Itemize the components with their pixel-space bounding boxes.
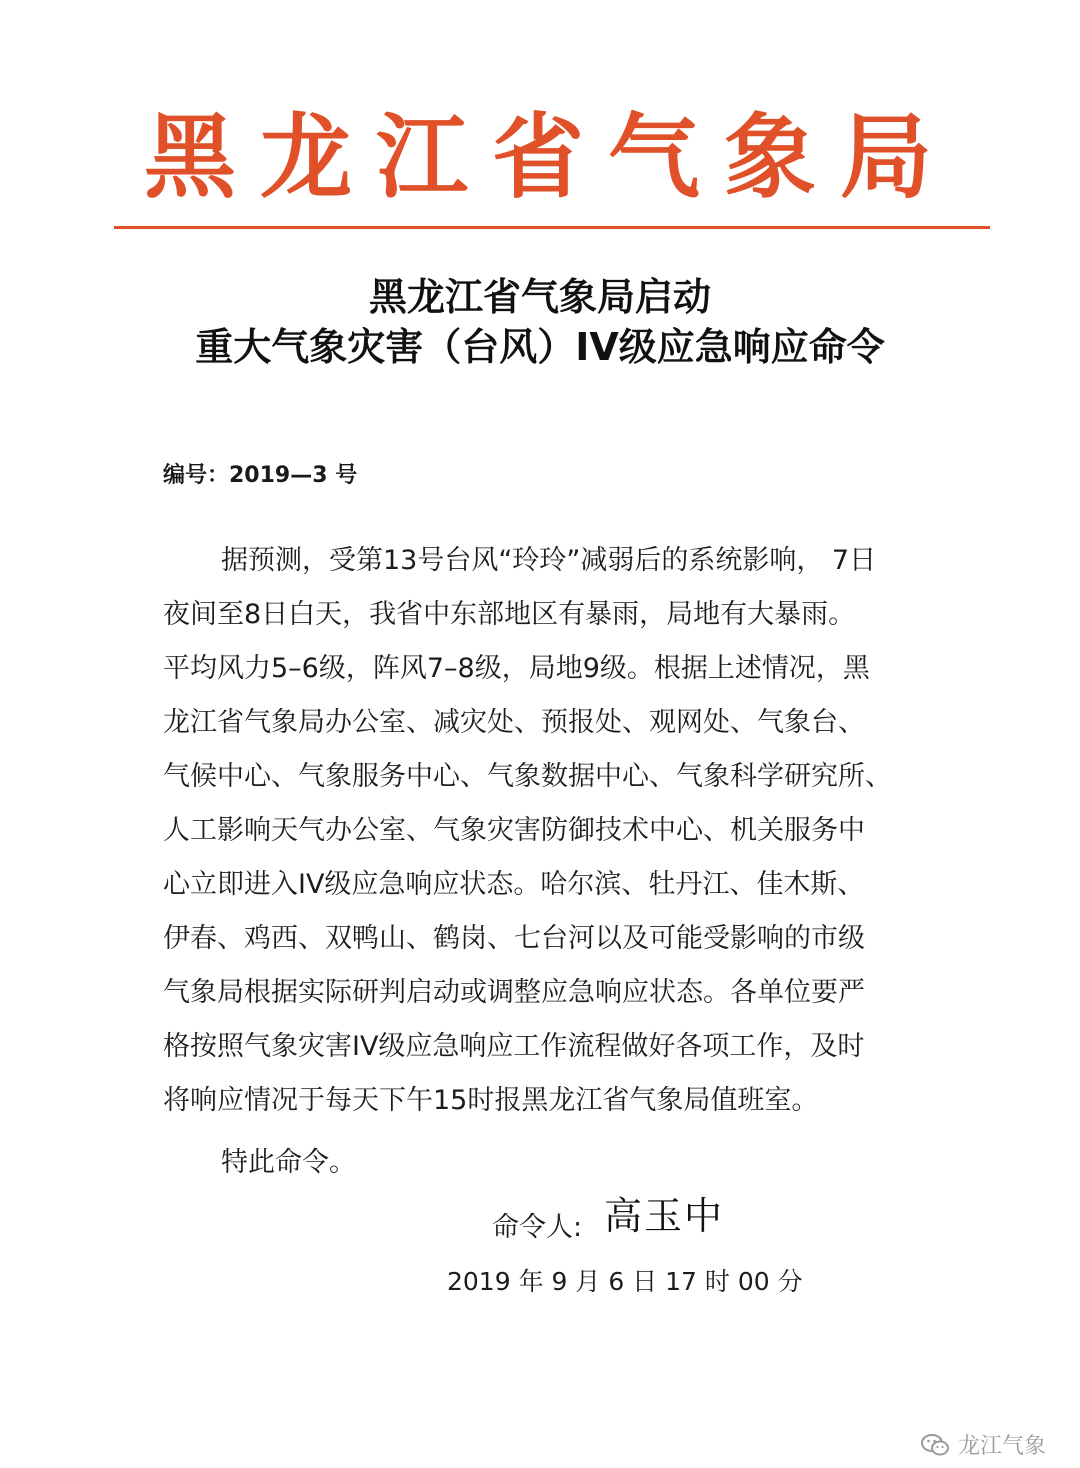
body-line-10: 格按照气象灾害IV级应急响应工作流程做好各项工作，及时 xyxy=(163,1031,865,1062)
issue-date: 2019 年 9 月 6 日 17 时 00 分 xyxy=(447,1267,803,1296)
body-line-4: 龙江省气象局办公室、减灾处、预报处、观网处、气象台、 xyxy=(163,707,865,738)
body-line-11: 将响应情况于每天下午15时报黑龙江省气象局值班室。 xyxy=(163,1085,819,1116)
wechat-icon xyxy=(920,1432,950,1462)
body-line-3: 平均风力5–6级，阵风7–8级，局地9级。根据上述情况，黑 xyxy=(163,653,870,684)
document-title-line-2: 重大气象灾害（台风）IV级应急响应命令 xyxy=(195,325,885,369)
document-title-line-1: 黑龙江省气象局启动 xyxy=(368,275,711,319)
body-line-9: 气象局根据实际研判启动或调整应急响应状态。各单位要严 xyxy=(163,977,865,1008)
agency-header: 黑龙江省气象局 xyxy=(143,104,956,211)
body-line-1: 据预测，受第13号台风“玲玲”减弱后的系统影响， 7日 xyxy=(221,545,877,576)
watermark xyxy=(920,1432,1046,1462)
body-line-5: 气候中心、气象服务中心、气象数据中心、气象科学研究所、 xyxy=(163,761,892,792)
signer-label: 命令人: xyxy=(492,1212,583,1243)
body-line-8: 伊春、鸡西、双鸭山、鹤岗、七台河以及可能受影响的市级 xyxy=(163,923,865,954)
document-number: 编号：2019—3 号 xyxy=(163,463,358,488)
body-line-2: 夜间至8日白天，我省中东部地区有暴雨，局地有大暴雨。 xyxy=(163,599,856,630)
body-line-7: 心立即进入IV级应急响应状态。哈尔滨、牡丹江、佳木斯、 xyxy=(163,869,865,900)
watermark-text: 龙江气象 xyxy=(957,1434,1046,1459)
signer-signature: 高玉中 xyxy=(604,1194,725,1238)
body-line-6: 人工影响天气办公室、气象灾害防御技术中心、机关服务中 xyxy=(163,815,865,846)
header-divider xyxy=(114,226,990,229)
closing-line: 特此命令。 xyxy=(221,1147,356,1178)
